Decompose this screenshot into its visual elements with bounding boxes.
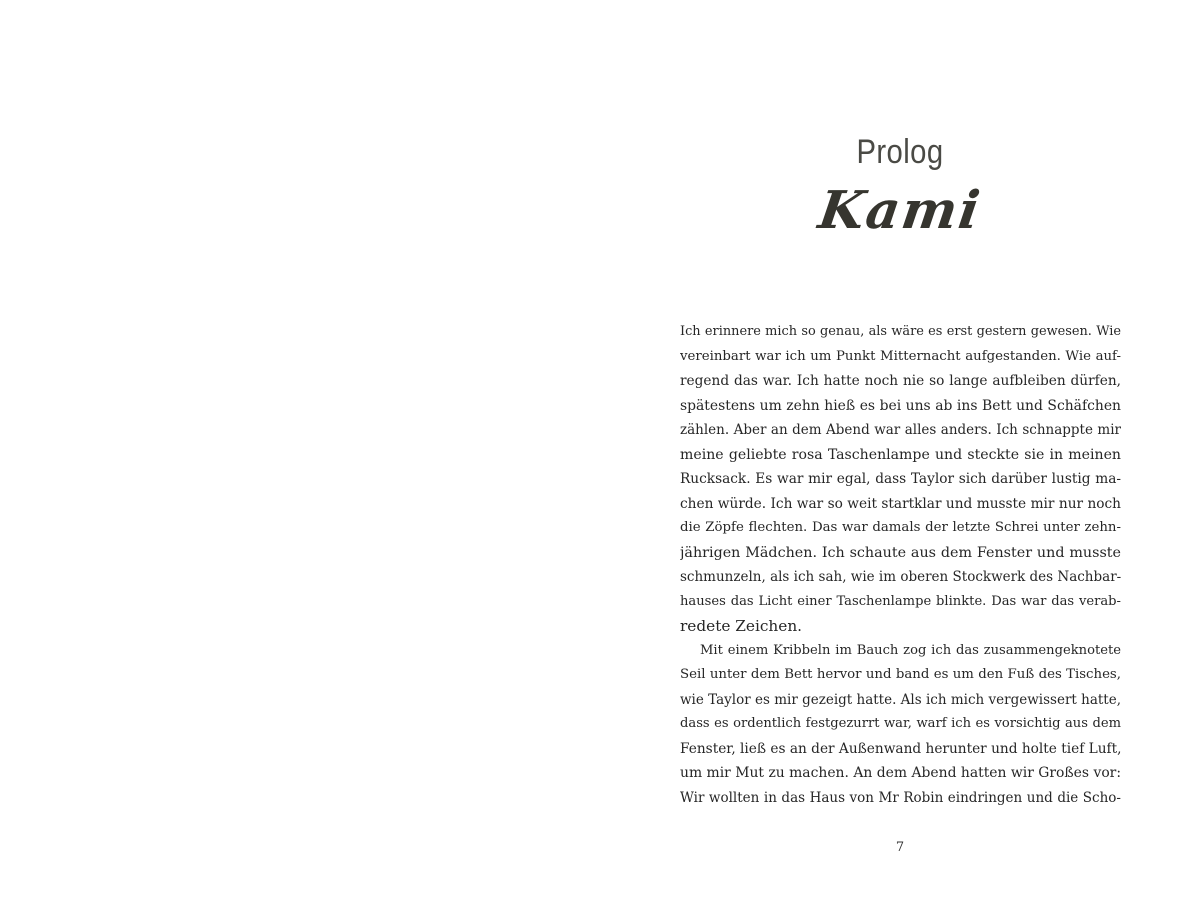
text-line: redete Zeichen. — [680, 617, 803, 635]
text-line: um mir Mut zu machen. An dem Abend hatten wir Großes vor: — [680, 765, 1121, 781]
right-page — [600, 0, 1200, 916]
text-line: regend das war. Ich hatte noch nie so lange aufbleiben dürfen, — [680, 373, 1121, 389]
text-line: wie Taylor es mir gezeigt hatte. Als ich mich vergewissert hatte, — [680, 691, 1121, 708]
text-line: Ich erinnere mich so genau, als wäre es erst gestern gewesen. Wie — [680, 324, 1121, 339]
text-line: chen würde. Ich war so weit startklar und musste mir nur noch — [680, 495, 1121, 512]
text-line: spätestens um zehn hieß es bei uns ab ins Bett und Schäfchen — [680, 397, 1121, 414]
paragraph — [680, 320, 1121, 639]
text-line: Seil unter dem Bett hervor und band es um den Fuß des Tisches, — [680, 667, 1121, 682]
text-line: meine geliebte rosa Taschenlampe und steckte sie in meinen — [680, 446, 1121, 463]
text-line: vereinbart war ich um Punkt Mitternacht aufgestanden. Wie auf- — [680, 348, 1121, 364]
body-text — [680, 320, 1121, 810]
text-line: Rucksack. Es war mir egal, dass Taylor sich darüber lustig ma- — [680, 471, 1121, 487]
text-line: Wir wollten in das Haus von Mr Robin eindringen und die Scho- — [680, 789, 1121, 806]
page-number: 7 — [895, 840, 905, 855]
text-line: Mit einem Kribbeln im Bauch zog ich das zusammengeknotete — [700, 642, 1121, 658]
chapter-label: Prolog — [856, 133, 944, 171]
text-line: hauses das Licht einer Taschenlampe blinkte. Das war das verab- — [680, 593, 1121, 609]
text-line: dass es ordentlich festgezurrt war, warf ich es vorsichtig aus dem — [680, 716, 1121, 731]
paragraph — [680, 639, 1121, 811]
text-line: jährigen Mädchen. Ich schaute aus dem Fenster und musste — [680, 544, 1121, 561]
chapter-title: Kami — [814, 180, 986, 241]
text-line: die Zöpfe flechten. Das war damals der letzte Schrei unter zehn- — [680, 520, 1121, 535]
text-line: zählen. Aber an dem Abend war alles anders. Ich schnappte mir — [680, 422, 1121, 438]
text-line: schmunzeln, als ich sah, wie im oberen Stockwerk des Nachbar- — [680, 569, 1121, 585]
text-line: Fenster, ließ es an der Außenwand herunter und holte tief Luft, — [680, 740, 1121, 757]
